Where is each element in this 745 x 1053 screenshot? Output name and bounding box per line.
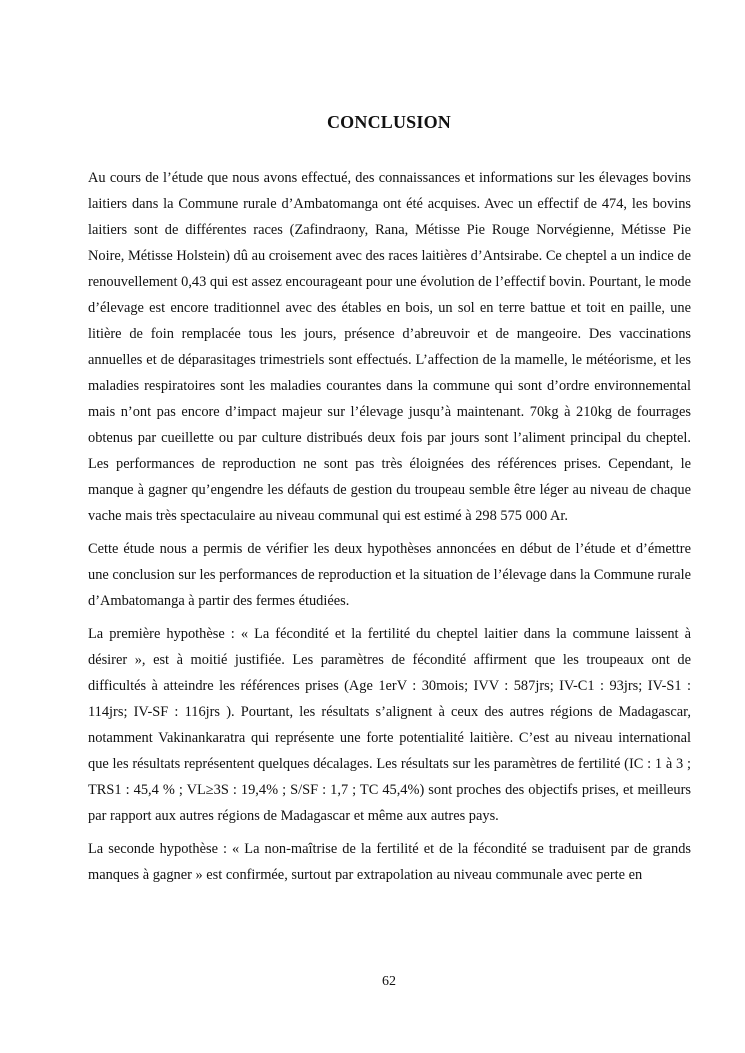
paragraph-study-purpose: Cette étude nous a permis de vérifier les deux hypothèses annoncées en début de l’étude et d’émettre une conclusion sur les performances de reproduction et la situation de l’élevage dans la Commune rurale d’Ambatomanga à partir des fermes étudiées. [88,541,692,609]
page-title: CONCLUSION [326,112,452,132]
body-text [88,165,691,895]
paragraph-first-hypothesis: La première hypothèse : « La fécondité et la fertilité du cheptel laitier dans la commune laissent à désirer », est à moitié justifiée. Les paramètres de fécondité affirment que les troupeaux ont de difficultés à atteindre les références prises (Age 1erV : 30mois; IVV : 587jrs; IV-C1 : 93jrs; IV-S1 : 114jrs; IV-SF : 116jrs ). Pourtant, les résultats s’alignent à ceux des autres régions de Madagascar, notamment Vakinankaratra qui représente une forte potentialité laitière. C’est au niveau international que les résultats représentent quelques décalages. Les résultats sur les paramètres de fertilité (IC : 1 à 3 ; TRS1 : 45,4 % ; VL≥3S : 19,4% ; S/SF : 1,7 ; TC 45,4%) sont proches des objectifs prises, et meilleurs par rapport aux autres régions de Madagascar et même aux autres pays. [88,626,691,824]
paragraph-intro: Au cours de l’étude que nous avons effectué, des connaissances et informations sur les élevages bovins laitiers dans la Commune rurale d’Ambatomanga ont été acquises. Avec un effectif de 474, les bovins laitiers sont de différentes races (Zafindraony, Rana, Métisse Pie Rouge Norvégienne, Métisse Pie Noire, Métisse Holstein) dû au croisement avec des races laitières d’Antsirabe. Ce cheptel a un indice de renouvellement 0,43 qui est assez encourageant pour une évolution de l’effectif bovin. Pourtant, le mode d’élevage est encore traditionnel avec des étables en bois, un sol en terre battue et toit en paille, une litière de foin remplacée tous les jours, présence d’abreuvoir et de mangeoire. Des vaccinations annuelles et de déparasitages trimestriels sont effectués. L’affection de la mamelle, le météorisme, et les maladies respiratoires sont les maladies courantes dans la commune qui sont d’ordre environnemental mais n’ont pas encore d’impact majeur sur l’élevage jusqu’à maintenant. 70kg à 210kg de fourrages obtenus par cueillette ou par culture distribués deux fois par jours sont l’aliment principal du cheptel. Les performances de reproduction ne sont pas très éloignées des références prises. Cependant, le manque à gagner qu’engendre les défauts de gestion du troupeau semble être léger au niveau de chaque vache mais très spectaculaire au niveau communal qui est estimé à 298 575 000 Ar. [88,170,691,524]
page-number: 62 [382,974,396,989]
paragraph-second-hypothesis: La seconde hypothèse : « La non-maîtrise de la fertilité et de la fécondité se traduisent par de grands manques à gagner » est confirmée, surtout par extrapolation au niveau communale avec perte en [88,841,691,883]
